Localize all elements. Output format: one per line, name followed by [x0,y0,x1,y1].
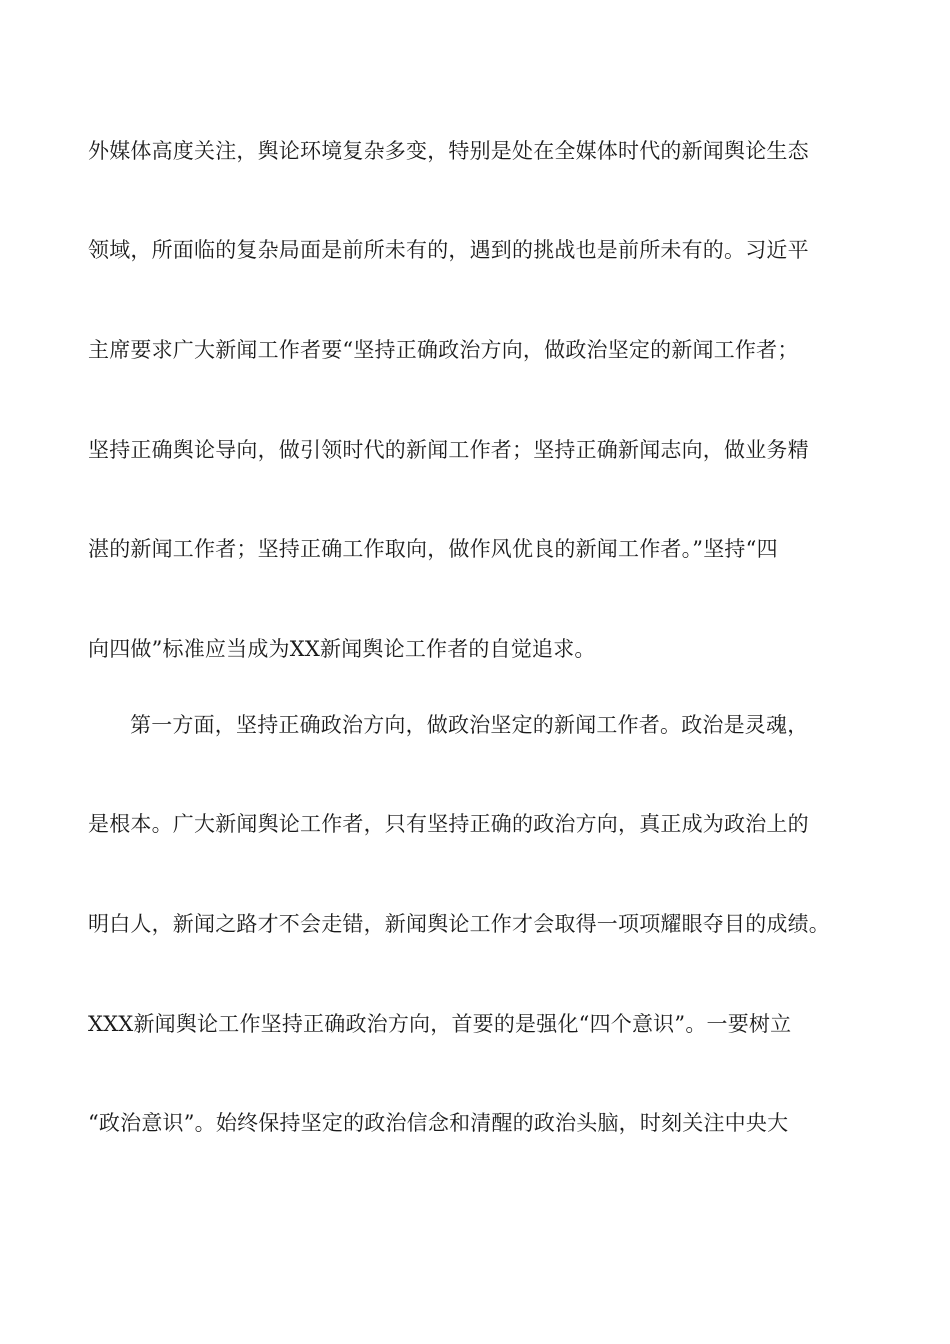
text-line-3: 主席要求广大新闻工作者要“坚持正确政治方向，做政治坚定的新闻工作者； [88,338,799,362]
text-line-10: XXX新闻舆论工作坚持正确政治方向，首要的是强化“四个意识”。一要树立 [88,1012,792,1036]
text-line-2: 领域，所面临的复杂局面是前所未有的，遇到的挑战也是前所未有的。习近平 [88,238,809,262]
text-line-6: 向四做”标准应当成为XX新闻舆论工作者的自觉追求。 [88,637,596,661]
text-line-9: 明白人，新闻之路才不会走错，新闻舆论工作才会取得一项项耀眼夺目的成绩。 [88,912,830,936]
text-line-11: “政治意识”。始终保持坚定的政治信念和清醒的政治头脑，时刻关注中央大 [88,1111,789,1135]
text-line-1: 外媒体高度关注，舆论环境复杂多变，特别是处在全媒体时代的新闻舆论生态 [88,139,809,163]
paragraph-start-line: 第一方面，坚持正确政治方向，做政治坚定的新闻工作者。政治是灵魂， [130,713,809,737]
text-line-8: 是根本。广大新闻舆论工作者，只有坚持正确的政治方向，真正成为政治上的 [88,812,809,836]
text-line-5: 湛的新闻工作者；坚持正确工作取向，做作风优良的新闻工作者。”坚持“四 [88,537,778,561]
text-line-4: 坚持正确舆论导向，做引领时代的新闻工作者；坚持正确新闻志向，做业务精 [88,438,809,462]
